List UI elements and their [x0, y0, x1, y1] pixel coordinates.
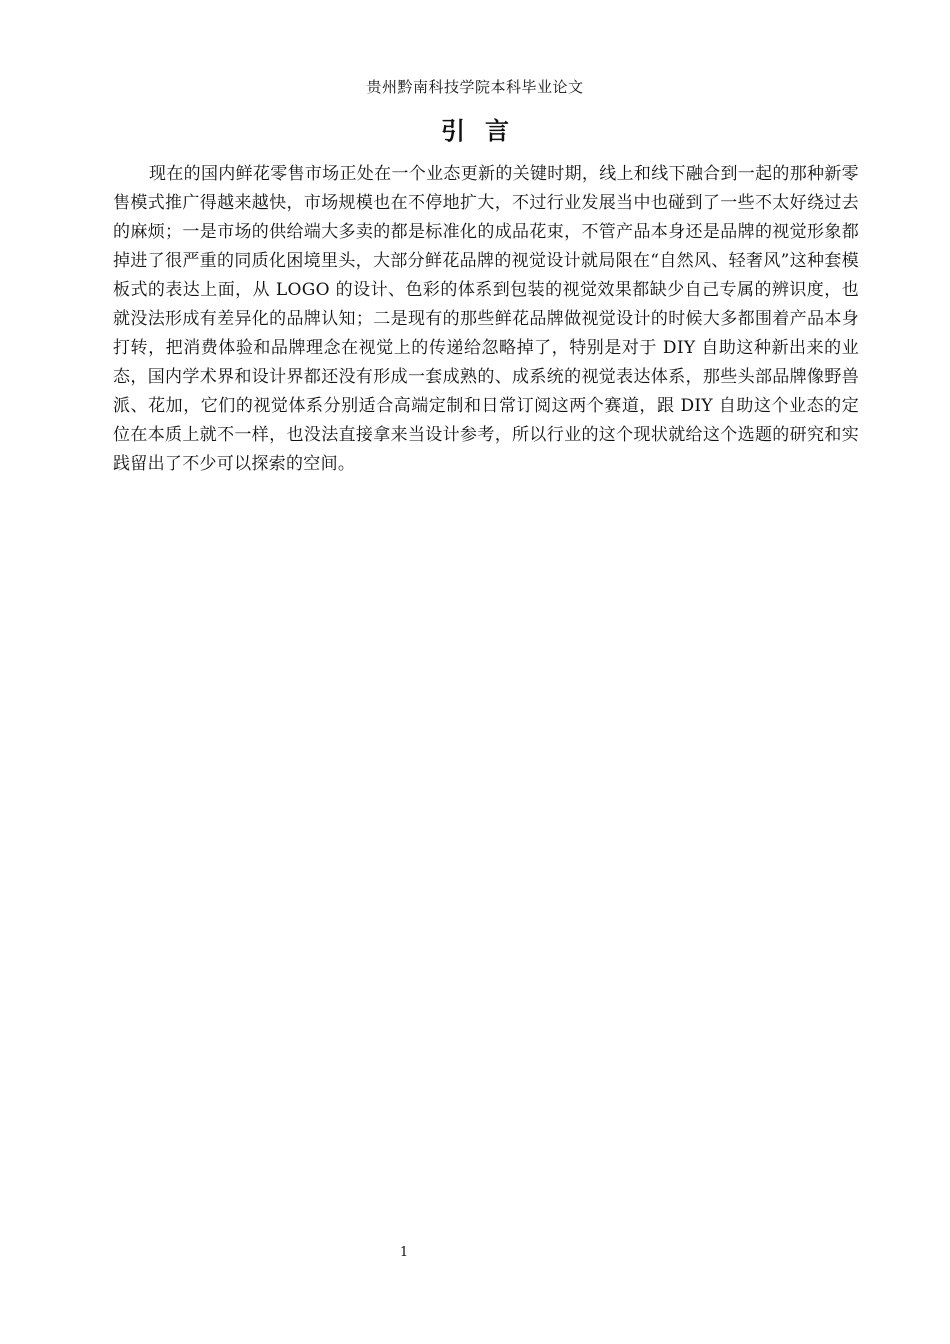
page-number: 1 — [399, 1245, 409, 1260]
body-paragraph: 现在的国内鲜花零售市场正处在一个业态更新的关键时期，线上和线下融合到一起的那种新零售模式推广得越来越快，市场规模也在不停地扩大，不过行业发展当中也碰到了一些不太好绕过去的麻烦；一是市场的供给端大多卖的都是标准化的成品花束，不管产品本身还是品牌的视觉形象都掉进了很严重的同质化困境里头，大部分鲜花品牌的视觉设计就局限在“自然风、轻奢风”这种套模板式的表达上面，从 LOGO 的设计、色彩的体系到包装的视觉效果都缺少自己专属的辨识度，也就没法形成有差异化的品牌认知；二是现有的那些鲜花品牌做视觉设计的时候大多都围着产品本身打转，把消费体验和品牌理念在视觉上的传递给忽略掉了，特别是对于 DIY 自助这种新出来的业态，国内学术界和设计界都还没有形成一套成熟的、成系统的视觉表达体系，那些头部品牌像野兽派、花加，它们的视觉体系分别适合高端定制和日常订阅这两个赛道，跟 DIY 自助这个业态的定位在本质上就不一样，也没法直接拿来当设计参考，所以行业的这个现状就给这个选题的研究和实践留出了不少可以探索的空间。 — [113, 164, 859, 474]
running-header: 贵州黔南科技学院本科毕业论文 — [366, 78, 584, 96]
section-title: 引言 — [441, 117, 529, 145]
